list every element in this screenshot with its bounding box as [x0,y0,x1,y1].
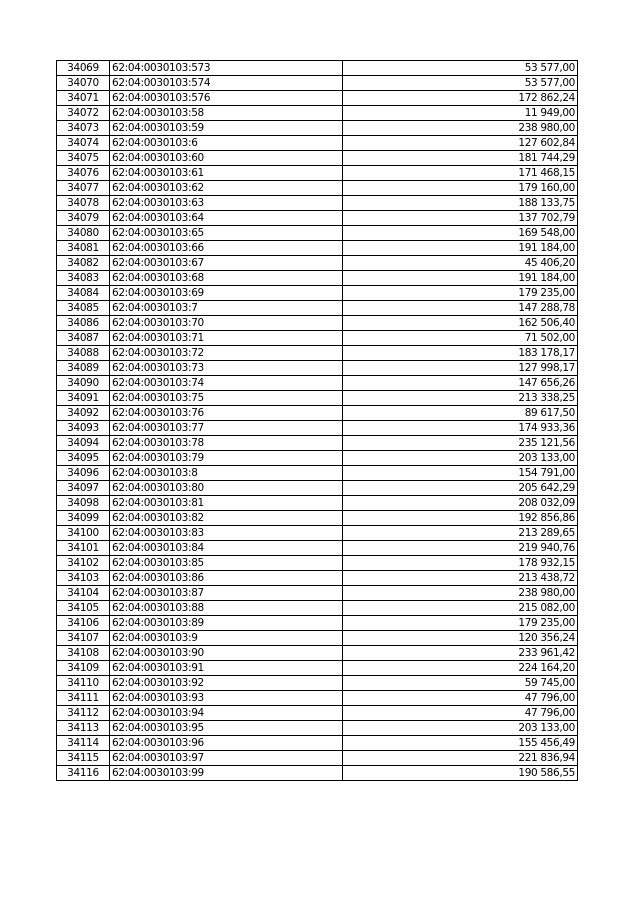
cadastral-value-cell: 190 586,55 [343,766,578,781]
cadastral-number-cell: 62:04:0030103:70 [110,316,343,331]
row-number-cell: 34099 [57,511,110,526]
table-row [57,241,578,256]
cadastral-number-cell: 62:04:0030103:87 [110,586,343,601]
row-number-cell: 34070 [57,76,110,91]
cadastral-number-cell: 62:04:0030103:74 [110,376,343,391]
cadastral-number-cell: 62:04:0030103:96 [110,736,343,751]
row-number-cell: 34113 [57,721,110,736]
cadastral-value-cell: 203 133,00 [343,721,578,736]
cadastral-number-cell: 62:04:0030103:72 [110,346,343,361]
table-row [57,661,578,676]
table-row [57,586,578,601]
row-number-cell: 34103 [57,571,110,586]
table-row [57,436,578,451]
cadastral-value-cell: 238 980,00 [343,121,578,136]
table-row [57,526,578,541]
cadastral-number-cell: 62:04:0030103:85 [110,556,343,571]
cadastral-value-cell: 89 617,50 [343,406,578,421]
table-row [57,301,578,316]
table-row [57,421,578,436]
table-row [57,316,578,331]
cadastral-value-cell: 53 577,00 [343,61,578,76]
cadastral-value-cell: 45 406,20 [343,256,578,271]
cadastral-value-cell: 147 288,78 [343,301,578,316]
cadastral-number-cell: 62:04:0030103:95 [110,721,343,736]
cadastral-number-cell: 62:04:0030103:6 [110,136,343,151]
cadastral-number-cell: 62:04:0030103:7 [110,301,343,316]
cadastral-number-cell: 62:04:0030103:80 [110,481,343,496]
cadastral-value-table [56,60,578,781]
table-row [57,226,578,241]
table-row [57,121,578,136]
row-number-cell: 34095 [57,451,110,466]
cadastral-value-cell: 162 506,40 [343,316,578,331]
table-row [57,346,578,361]
row-number-cell: 34104 [57,586,110,601]
table-row [57,736,578,751]
cadastral-number-cell: 62:04:0030103:75 [110,391,343,406]
cadastral-value-cell: 127 998,17 [343,361,578,376]
row-number-cell: 34092 [57,406,110,421]
cadastral-value-cell: 203 133,00 [343,451,578,466]
cadastral-value-cell: 224 164,20 [343,661,578,676]
cadastral-value-cell: 233 961,42 [343,646,578,661]
cadastral-value-cell: 191 184,00 [343,241,578,256]
row-number-cell: 34080 [57,226,110,241]
cadastral-value-cell: 147 656,26 [343,376,578,391]
table-row [57,706,578,721]
cadastral-value-cell: 235 121,56 [343,436,578,451]
row-number-cell: 34098 [57,496,110,511]
table-row [57,631,578,646]
row-number-cell: 34076 [57,166,110,181]
cadastral-value-cell: 155 456,49 [343,736,578,751]
cadastral-number-cell: 62:04:0030103:61 [110,166,343,181]
row-number-cell: 34075 [57,151,110,166]
table-row [57,211,578,226]
cadastral-number-cell: 62:04:0030103:62 [110,181,343,196]
cadastral-value-cell: 53 577,00 [343,76,578,91]
table-row [57,721,578,736]
table-row [57,61,578,76]
cadastral-number-cell: 62:04:0030103:69 [110,286,343,301]
cadastral-number-cell: 62:04:0030103:83 [110,526,343,541]
row-number-cell: 34106 [57,616,110,631]
cadastral-number-cell: 62:04:0030103:73 [110,361,343,376]
cadastral-value-cell: 11 949,00 [343,106,578,121]
row-number-cell: 34071 [57,91,110,106]
cadastral-value-cell: 208 032,09 [343,496,578,511]
cadastral-number-cell: 62:04:0030103:78 [110,436,343,451]
row-number-cell: 34090 [57,376,110,391]
table-row [57,496,578,511]
row-number-cell: 34089 [57,361,110,376]
row-number-cell: 34081 [57,241,110,256]
cadastral-number-cell: 62:04:0030103:68 [110,271,343,286]
cadastral-number-cell: 62:04:0030103:93 [110,691,343,706]
cadastral-number-cell: 62:04:0030103:77 [110,421,343,436]
cadastral-number-cell: 62:04:0030103:91 [110,661,343,676]
table-row [57,751,578,766]
cadastral-value-cell: 169 548,00 [343,226,578,241]
row-number-cell: 34084 [57,286,110,301]
table-row [57,196,578,211]
row-number-cell: 34079 [57,211,110,226]
cadastral-value-cell: 154 791,00 [343,466,578,481]
row-number-cell: 34069 [57,61,110,76]
cadastral-value-cell: 205 642,29 [343,481,578,496]
cadastral-value-cell: 215 082,00 [343,601,578,616]
cadastral-value-cell: 47 796,00 [343,691,578,706]
cadastral-number-cell: 62:04:0030103:574 [110,76,343,91]
cadastral-value-cell: 191 184,00 [343,271,578,286]
cadastral-number-cell: 62:04:0030103:84 [110,541,343,556]
table-row [57,466,578,481]
row-number-cell: 34101 [57,541,110,556]
cadastral-number-cell: 62:04:0030103:67 [110,256,343,271]
cadastral-number-cell: 62:04:0030103:92 [110,676,343,691]
row-number-cell: 34115 [57,751,110,766]
cadastral-value-cell: 71 502,00 [343,331,578,346]
cadastral-number-cell: 62:04:0030103:59 [110,121,343,136]
cadastral-number-cell: 62:04:0030103:60 [110,151,343,166]
table-row [57,106,578,121]
table-row [57,256,578,271]
row-number-cell: 34102 [57,556,110,571]
cadastral-number-cell: 62:04:0030103:63 [110,196,343,211]
table-row [57,766,578,781]
cadastral-value-cell: 213 289,65 [343,526,578,541]
table-row [57,361,578,376]
row-number-cell: 34088 [57,346,110,361]
row-number-cell: 34114 [57,736,110,751]
table-row [57,616,578,631]
table-row [57,556,578,571]
row-number-cell: 34105 [57,601,110,616]
table-row [57,511,578,526]
table-row [57,541,578,556]
cadastral-value-cell: 47 796,00 [343,706,578,721]
table-row [57,331,578,346]
cadastral-value-cell: 192 856,86 [343,511,578,526]
cadastral-value-cell: 221 836,94 [343,751,578,766]
cadastral-value-cell: 213 438,72 [343,571,578,586]
row-number-cell: 34086 [57,316,110,331]
row-number-cell: 34094 [57,436,110,451]
cadastral-value-cell: 172 862,24 [343,91,578,106]
cadastral-number-cell: 62:04:0030103:89 [110,616,343,631]
cadastral-number-cell: 62:04:0030103:97 [110,751,343,766]
row-number-cell: 34116 [57,766,110,781]
table-row [57,481,578,496]
cadastral-number-cell: 62:04:0030103:82 [110,511,343,526]
cadastral-value-cell: 213 338,25 [343,391,578,406]
table-row [57,391,578,406]
cadastral-value-cell: 137 702,79 [343,211,578,226]
cadastral-value-cell: 188 133,75 [343,196,578,211]
cadastral-value-cell: 179 235,00 [343,616,578,631]
cadastral-number-cell: 62:04:0030103:76 [110,406,343,421]
row-number-cell: 34073 [57,121,110,136]
table-row [57,151,578,166]
cadastral-number-cell: 62:04:0030103:58 [110,106,343,121]
table-row [57,376,578,391]
cadastral-number-cell: 62:04:0030103:64 [110,211,343,226]
row-number-cell: 34093 [57,421,110,436]
cadastral-number-cell: 62:04:0030103:79 [110,451,343,466]
table-row [57,136,578,151]
cadastral-value-cell: 178 932,15 [343,556,578,571]
cadastral-number-cell: 62:04:0030103:81 [110,496,343,511]
cadastral-number-cell: 62:04:0030103:99 [110,766,343,781]
row-number-cell: 34112 [57,706,110,721]
table-row [57,166,578,181]
row-number-cell: 34109 [57,661,110,676]
table-row [57,691,578,706]
row-number-cell: 34107 [57,631,110,646]
row-number-cell: 34083 [57,271,110,286]
row-number-cell: 34072 [57,106,110,121]
cadastral-number-cell: 62:04:0030103:9 [110,631,343,646]
cadastral-value-cell: 171 468,15 [343,166,578,181]
cadastral-number-cell: 62:04:0030103:66 [110,241,343,256]
cadastral-value-cell: 219 940,76 [343,541,578,556]
row-number-cell: 34077 [57,181,110,196]
cadastral-value-cell: 181 744,29 [343,151,578,166]
cadastral-number-cell: 62:04:0030103:576 [110,91,343,106]
cadastral-number-cell: 62:04:0030103:8 [110,466,343,481]
cadastral-value-cell: 238 980,00 [343,586,578,601]
cadastral-value-cell: 120 356,24 [343,631,578,646]
table-body [57,61,578,781]
cadastral-value-cell: 179 235,00 [343,286,578,301]
row-number-cell: 34111 [57,691,110,706]
cadastral-value-cell: 127 602,84 [343,136,578,151]
cadastral-value-cell: 174 933,36 [343,421,578,436]
table-row [57,451,578,466]
table-row [57,286,578,301]
cadastral-value-cell: 59 745,00 [343,676,578,691]
cadastral-number-cell: 62:04:0030103:86 [110,571,343,586]
table-row [57,571,578,586]
row-number-cell: 34082 [57,256,110,271]
cadastral-value-cell: 179 160,00 [343,181,578,196]
row-number-cell: 34110 [57,676,110,691]
cadastral-number-cell: 62:04:0030103:65 [110,226,343,241]
row-number-cell: 34096 [57,466,110,481]
cadastral-number-cell: 62:04:0030103:94 [110,706,343,721]
cadastral-value-cell: 183 178,17 [343,346,578,361]
table-row [57,601,578,616]
table-row [57,271,578,286]
table-row [57,676,578,691]
row-number-cell: 34097 [57,481,110,496]
table-row [57,76,578,91]
cadastral-number-cell: 62:04:0030103:71 [110,331,343,346]
row-number-cell: 34091 [57,391,110,406]
table-row [57,181,578,196]
cadastral-number-cell: 62:04:0030103:573 [110,61,343,76]
table-row [57,91,578,106]
row-number-cell: 34100 [57,526,110,541]
row-number-cell: 34085 [57,301,110,316]
table-row [57,406,578,421]
table-row [57,646,578,661]
row-number-cell: 34108 [57,646,110,661]
row-number-cell: 34087 [57,331,110,346]
row-number-cell: 34078 [57,196,110,211]
cadastral-number-cell: 62:04:0030103:90 [110,646,343,661]
row-number-cell: 34074 [57,136,110,151]
cadastral-number-cell: 62:04:0030103:88 [110,601,343,616]
